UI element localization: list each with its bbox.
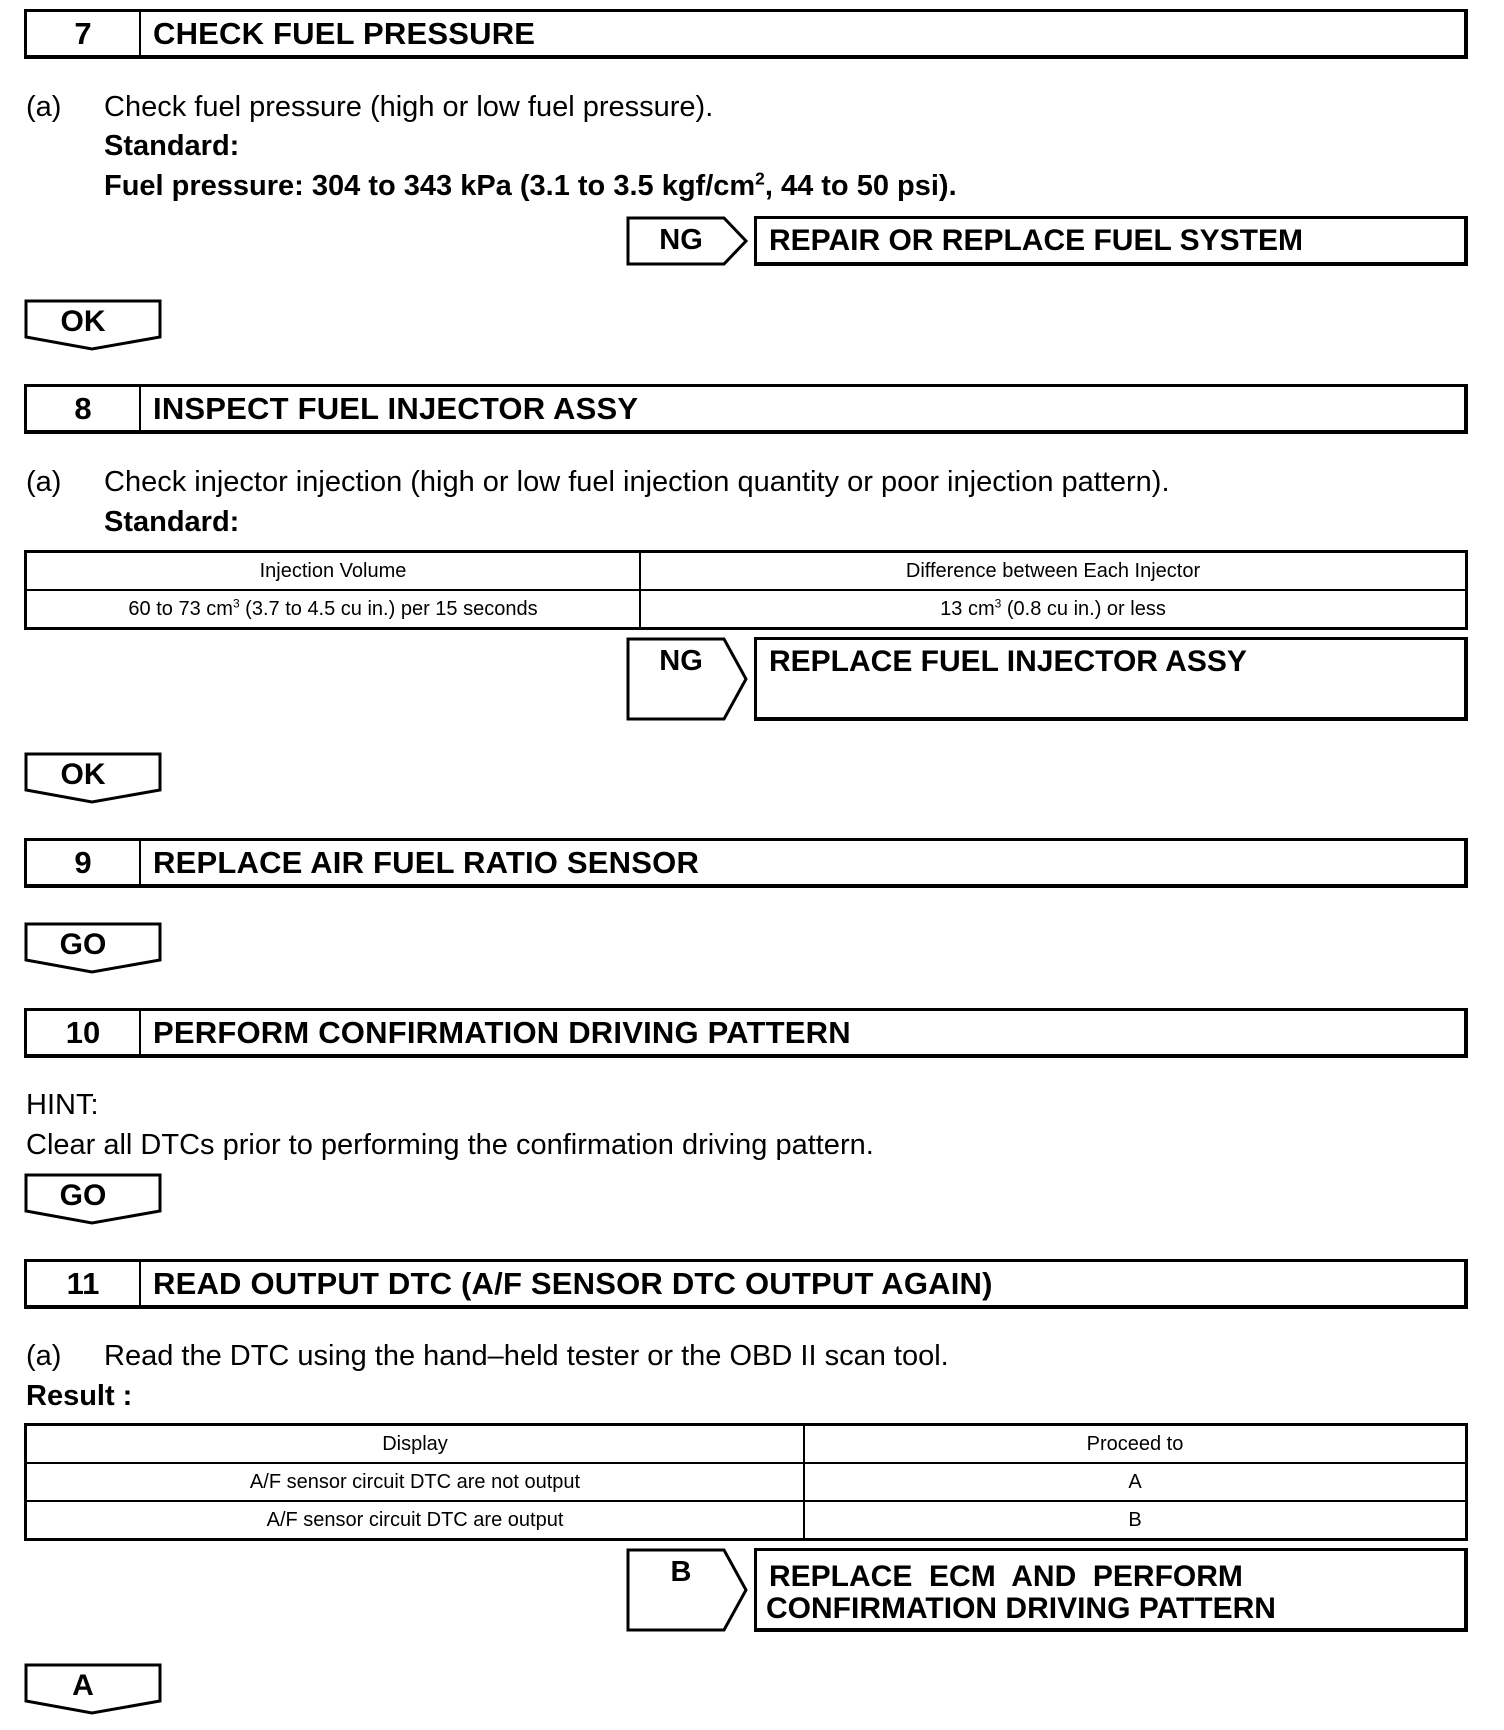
table-cell — [26, 590, 641, 629]
fuel-pressure-spec — [104, 168, 957, 202]
table-header: Injection Volume — [26, 552, 641, 591]
cell-text: (3.7 to 4.5 cu in.) per 15 seconds — [239, 597, 538, 620]
table-header: Display — [26, 1425, 805, 1464]
injector-spec-table — [24, 550, 1468, 630]
result-label: Result : — [26, 1380, 133, 1412]
ng-action-box: REPLACE FUEL INJECTOR ASSY — [754, 637, 1468, 721]
b-label: B — [670, 1556, 692, 1588]
step-title: CHECK FUEL PRESSURE — [153, 15, 536, 51]
step-number: 9 — [27, 841, 141, 884]
spec-superscript: 2 — [755, 168, 765, 189]
table-cell: B — [804, 1501, 1467, 1540]
standard-label: Standard: — [104, 130, 240, 162]
action-line: REPLACE ECM AND PERFORM — [769, 1560, 1243, 1593]
go-branch-tag — [24, 1173, 162, 1225]
ng-branch-tag — [626, 216, 748, 266]
b-action-box — [754, 1548, 1468, 1632]
instruction-text: Check fuel pressure (high or low fuel pressure). — [104, 91, 714, 123]
step-7-header — [24, 9, 1468, 59]
go-label: GO — [59, 928, 107, 961]
step-10-header — [24, 1008, 1468, 1058]
step-11-header — [24, 1259, 1468, 1309]
table-row — [26, 1501, 1467, 1540]
result-table — [24, 1423, 1468, 1541]
ng-label: NG — [659, 645, 703, 677]
instruction-text: Read the DTC using the hand–held tester or the OBD II scan tool. — [104, 1340, 949, 1372]
table-cell: A — [804, 1463, 1467, 1501]
ng-branch-tag — [626, 637, 748, 721]
ok-label: OK — [60, 305, 106, 338]
table-row — [26, 1463, 1467, 1501]
step-number: 10 — [27, 1011, 141, 1054]
step-8-header — [24, 384, 1468, 434]
go-label: GO — [59, 1179, 107, 1212]
table-cell: A/F sensor circuit DTC are not output — [26, 1463, 805, 1501]
go-branch-tag — [24, 922, 162, 974]
b-branch-tag — [626, 1548, 748, 1632]
a-label: A — [72, 1669, 94, 1702]
cell-text: 13 cm — [940, 597, 995, 620]
table-cell — [640, 590, 1467, 629]
standard-label: Standard: — [104, 506, 240, 538]
table-header-row — [26, 552, 1467, 591]
table-header: Difference between Each Injector — [640, 552, 1467, 591]
step-number: 11 — [27, 1262, 141, 1305]
table-header-row — [26, 1425, 1467, 1464]
table-row — [26, 590, 1467, 629]
hint-label: HINT: — [26, 1089, 99, 1121]
step-9-header — [24, 838, 1468, 888]
step-number: 8 — [27, 387, 141, 430]
step-title: READ OUTPUT DTC (A/F SENSOR DTC OUTPUT AGAIN) — [153, 1265, 993, 1301]
item-label: (a) — [26, 91, 62, 123]
ok-branch-tag — [24, 299, 162, 351]
action-line: CONFIRMATION DRIVING PATTERN — [766, 1592, 1276, 1625]
item-label: (a) — [26, 1340, 62, 1372]
step-title: PERFORM CONFIRMATION DRIVING PATTERN — [153, 1014, 851, 1050]
cell-superscript: 3 — [232, 595, 240, 610]
item-label: (a) — [26, 466, 62, 498]
ok-branch-tag — [24, 752, 162, 804]
a-branch-tag — [24, 1663, 162, 1715]
ok-label: OK — [60, 758, 106, 791]
step-title: REPLACE AIR FUEL RATIO SENSOR — [153, 844, 700, 880]
step-number: 7 — [27, 12, 141, 55]
hint-text: Clear all DTCs prior to performing the confirmation driving pattern. — [26, 1129, 874, 1161]
cell-text: 60 to 73 cm — [128, 597, 233, 620]
ng-label: NG — [659, 224, 703, 256]
cell-superscript: 3 — [994, 595, 1002, 610]
step-title: INSPECT FUEL INJECTOR ASSY — [153, 390, 639, 426]
instruction-text: Check injector injection (high or low fuel injection quantity or poor injection pattern). — [104, 466, 1170, 498]
spec-text-end: , 44 to 50 psi). — [764, 170, 957, 202]
table-header: Proceed to — [804, 1425, 1467, 1464]
spec-text: Fuel pressure: 304 to 343 kPa (3.1 to 3.5 kgf/cm — [104, 170, 756, 202]
cell-text: (0.8 cu in.) or less — [1001, 597, 1166, 620]
table-cell: A/F sensor circuit DTC are output — [26, 1501, 805, 1540]
ng-action-box: REPAIR OR REPLACE FUEL SYSTEM — [754, 216, 1468, 266]
